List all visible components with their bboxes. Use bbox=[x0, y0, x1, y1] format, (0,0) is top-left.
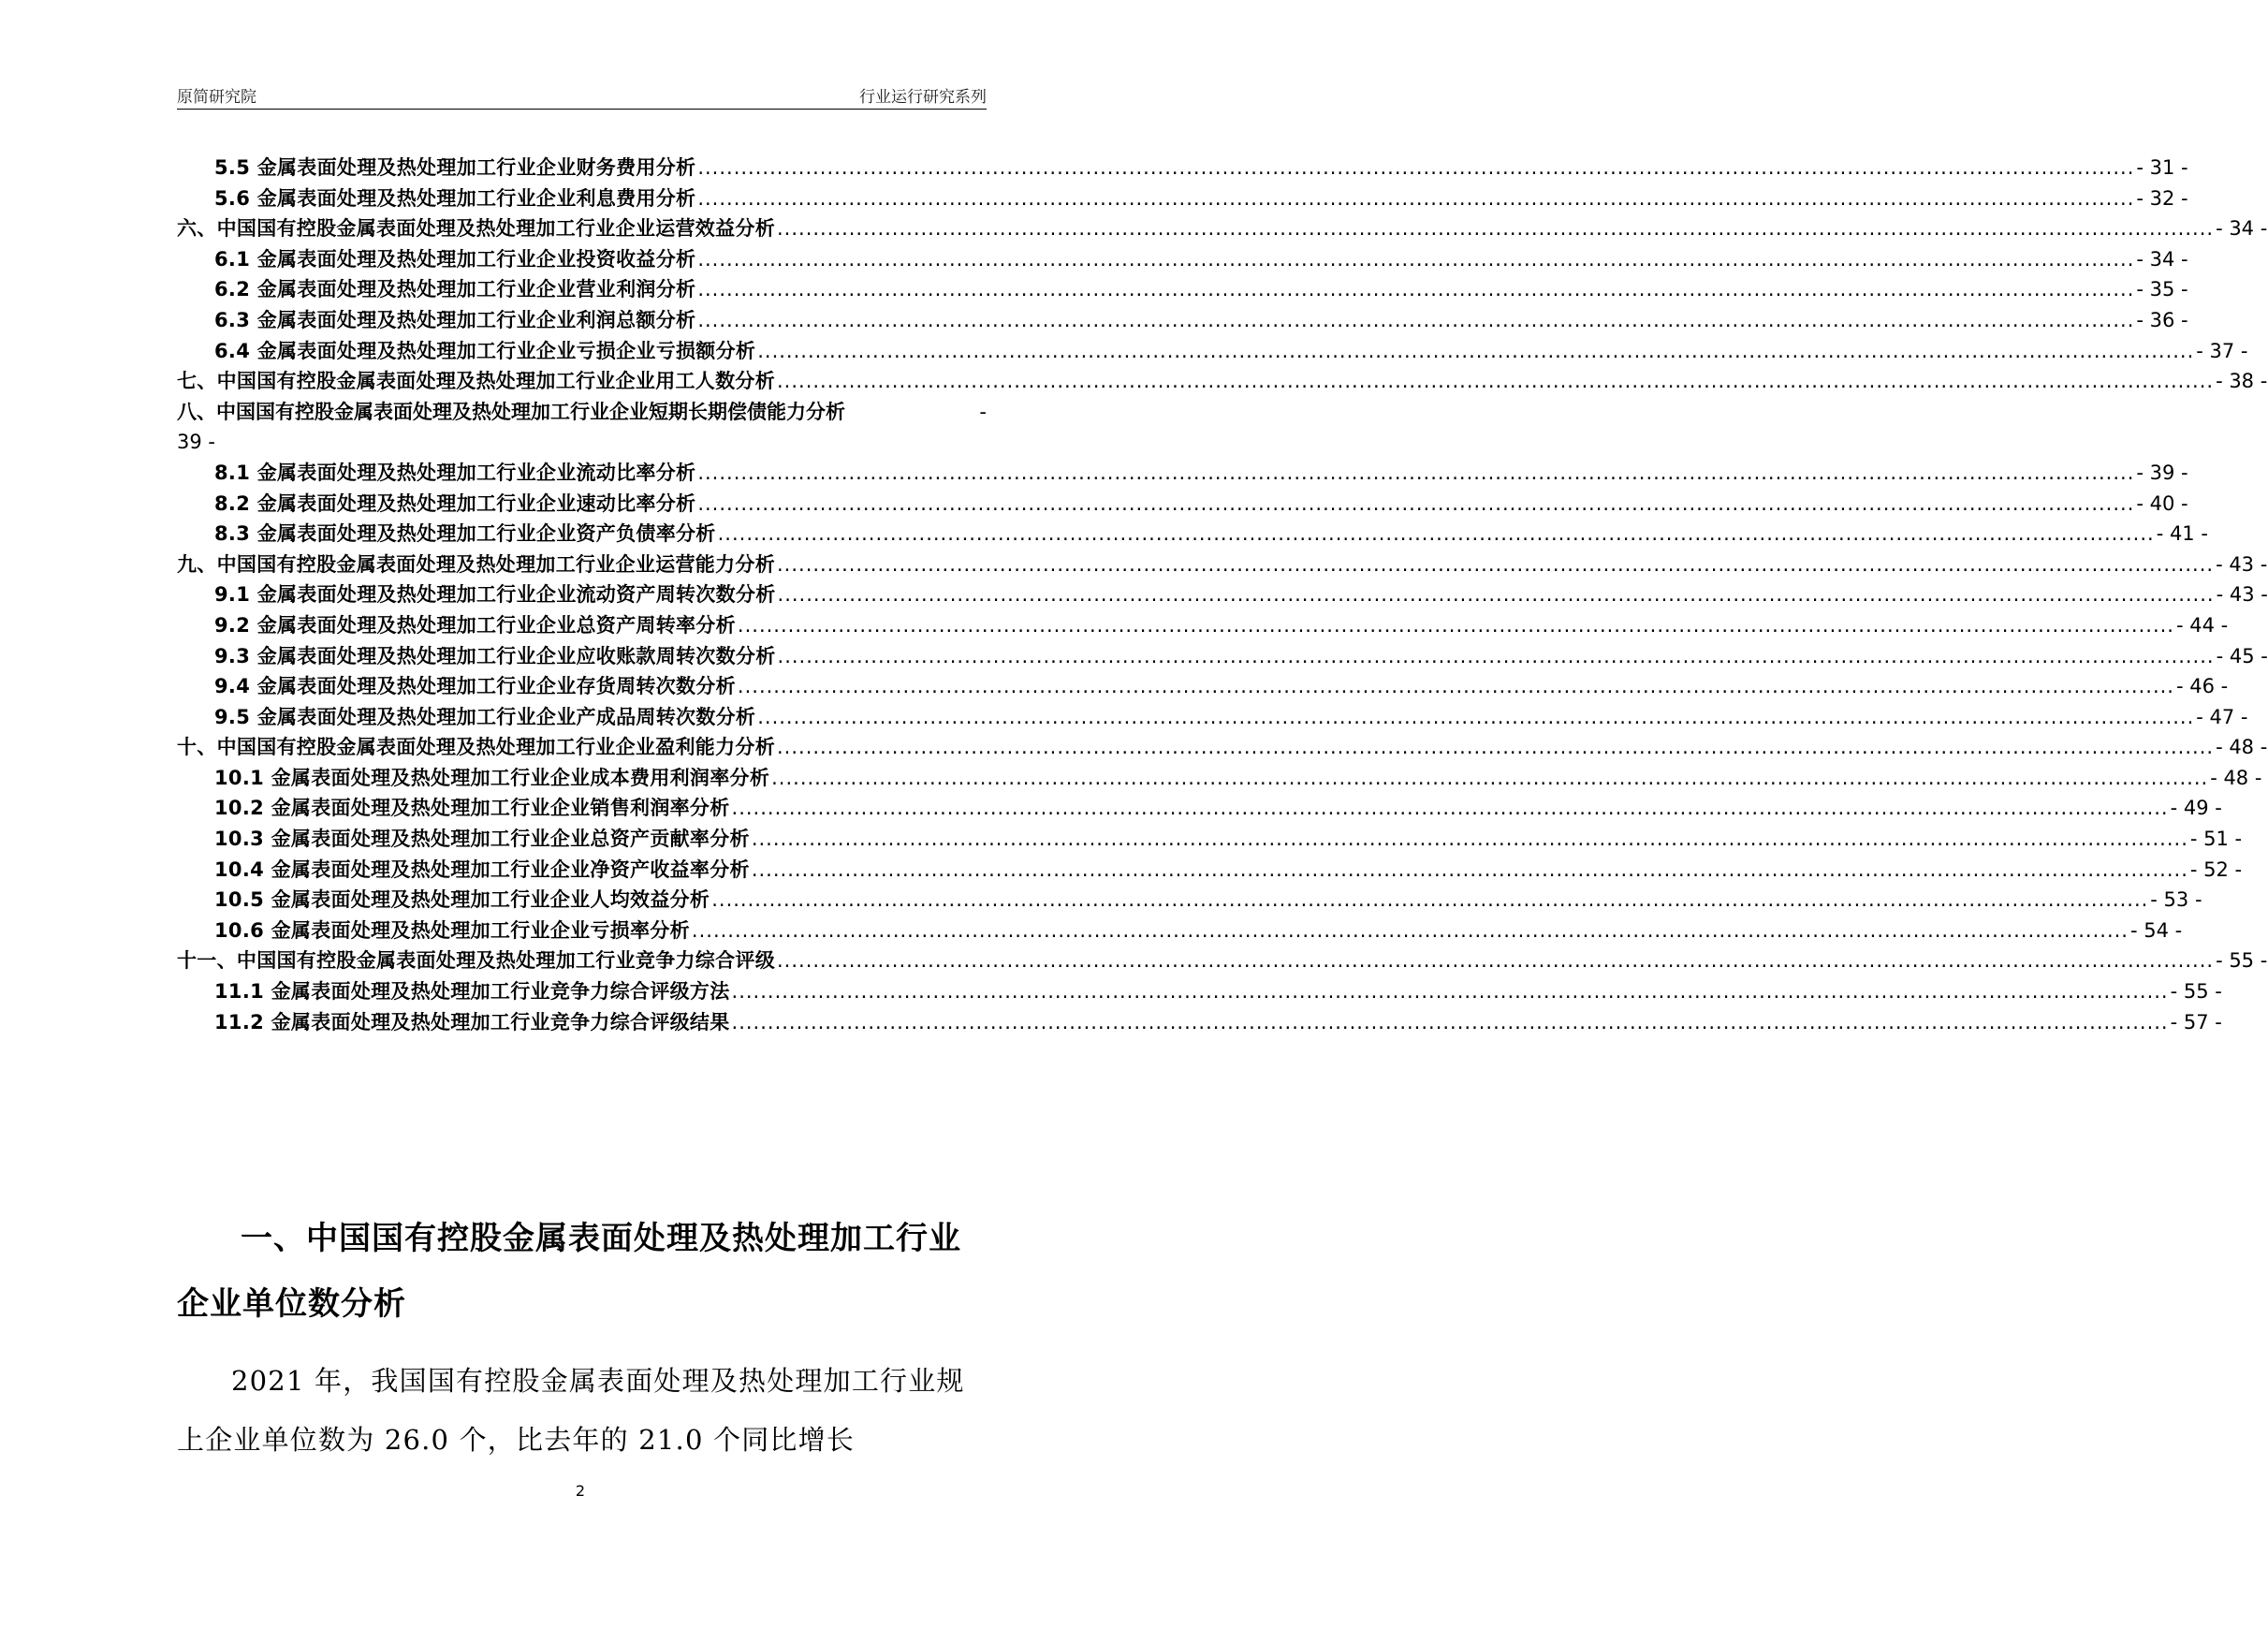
toc-entry-page: - 41 - bbox=[2156, 522, 2208, 546]
toc-entry-title: 9.5 金属表面处理及热处理加工行业企业产成品周转次数分析 bbox=[214, 705, 756, 728]
toc-entry-page: - 39 - bbox=[2136, 461, 2188, 484]
toc-entry[interactable] bbox=[177, 1007, 2222, 1038]
toc-dot-leader: ........................................................................................................................................................................................................ bbox=[777, 370, 2215, 393]
toc-dot-leader: ........................................................................................................................................................................................................ bbox=[697, 186, 2135, 210]
toc-dot-leader: ........................................................................................................................................................................................................ bbox=[737, 613, 2174, 637]
toc-entry-title: 11.1 金属表面处理及热处理加工行业竞争力综合评级方法 bbox=[214, 980, 730, 1004]
toc-entry-title: 11.2 金属表面处理及热处理加工行业竞争力综合评级结果 bbox=[214, 1010, 730, 1034]
toc-dot-leader: ........................................................................................................................................................................................................ bbox=[697, 461, 2135, 484]
toc-entry-title: 6.3 金属表面处理及热处理加工行业企业利润总额分析 bbox=[214, 308, 696, 331]
section-heading: 一、中国国有控股金属表面处理及热处理加工行业企业单位数分析 bbox=[177, 1220, 961, 1323]
toc-entry-page: - 54 - bbox=[2129, 918, 2183, 942]
toc-entry-title: 八、中国国有控股金属表面处理及热处理加工行业企业短期长期偿债能力分析 bbox=[177, 400, 845, 423]
toc-entry[interactable] bbox=[177, 793, 2222, 824]
toc-entry-title: 9.1 金属表面处理及热处理加工行业企业流动资产周转次数分析 bbox=[214, 583, 776, 607]
toc-entry-title: 8.1 金属表面处理及热处理加工行业企业流动比率分析 bbox=[214, 461, 696, 484]
toc-entry-page: - 43 - bbox=[2216, 583, 2268, 607]
toc-entry-title: 9.3 金属表面处理及热处理加工行业企业应收账款周转次数分析 bbox=[214, 644, 776, 667]
header-org-name: 原简研究院 bbox=[177, 88, 256, 107]
page-header bbox=[177, 81, 987, 110]
toc-dot-leader: ........................................................................................................................................................................................................ bbox=[697, 491, 2135, 515]
toc-entry-title: 8.3 金属表面处理及热处理加工行业企业资产负债率分析 bbox=[214, 522, 716, 546]
toc-entry[interactable] bbox=[177, 458, 2188, 489]
toc-entry-title: 七、中国国有控股金属表面处理及热处理加工行业企业用工人数分析 bbox=[177, 370, 775, 393]
toc-entry-title: 6.1 金属表面处理及热处理加工行业企业投资收益分析 bbox=[214, 247, 696, 271]
toc-entry-title: 十、中国国有控股金属表面处理及热处理加工行业企业盈利能力分析 bbox=[177, 736, 775, 759]
toc-entry-page: - 43 - bbox=[2216, 552, 2268, 576]
toc-entry-page: - 47 - bbox=[2196, 705, 2248, 728]
toc-entry-page: - 55 - bbox=[2170, 980, 2222, 1004]
toc-dot-leader: ........................................................................................................................................................................................................ bbox=[751, 828, 2188, 851]
toc-entry-page: - 53 - bbox=[2150, 888, 2202, 912]
toc-entry-title: 6.2 金属表面处理及热处理加工行业企业营业利润分析 bbox=[214, 278, 696, 301]
toc-entry[interactable] bbox=[177, 183, 2188, 214]
toc-entry-title: 10.3 金属表面处理及热处理加工行业企业总资产贡献率分析 bbox=[214, 828, 750, 851]
toc-entry-page: - 46 - bbox=[2175, 675, 2229, 698]
toc-dot-leader: ........................................................................................................................................................................................................ bbox=[697, 308, 2135, 331]
toc-entry-title: 10.2 金属表面处理及热处理加工行业企业销售利润率分析 bbox=[214, 797, 730, 820]
toc-entry[interactable] bbox=[177, 610, 2229, 641]
toc-dot-leader: ........................................................................................................................................................................................................ bbox=[717, 522, 2155, 546]
toc-entry[interactable] bbox=[177, 489, 2188, 520]
toc-entry[interactable] bbox=[177, 885, 2202, 916]
toc-dot-leader: ........................................................................................................................................................................................................ bbox=[777, 949, 2215, 973]
toc-entry-page: - 52 - bbox=[2189, 858, 2243, 881]
toc-dot-leader: ........................................................................................................................................................................................................ bbox=[711, 888, 2149, 912]
toc-entry[interactable] bbox=[177, 305, 2188, 336]
toc-dot-leader: ........................................................................................................................................................................................................ bbox=[737, 675, 2174, 698]
toc-dot-leader: ........................................................................................................................................................................................................ bbox=[731, 1010, 2169, 1034]
toc-dot-leader: ........................................................................................................................................................................................................ bbox=[777, 583, 2215, 607]
toc-dot-leader: ........................................................................................................................................................................................................ bbox=[771, 766, 2209, 789]
toc-entry-page: - 31 - bbox=[2136, 156, 2188, 179]
toc-dot-leader: ........................................................................................................................................................................................................ bbox=[777, 552, 2215, 576]
toc-entry[interactable] bbox=[177, 213, 2268, 244]
toc-entry-page: - 48 - bbox=[2210, 766, 2262, 789]
toc-entry[interactable] bbox=[177, 855, 2243, 886]
toc-entry-page: - 44 - bbox=[2175, 613, 2229, 637]
body-paragraph: 2021 年，我国国有控股金属表面处理及热处理加工行业规上企业单位数为 26.0 个，比去年的 21.0 个同比增长 bbox=[177, 1365, 965, 1456]
toc-entry-title: 5.6 金属表面处理及热处理加工行业企业利息费用分析 bbox=[214, 186, 696, 210]
toc-entry[interactable] bbox=[177, 366, 2268, 397]
toc-entry-page: - 34 - bbox=[2136, 247, 2188, 271]
toc-entry-page: - 55 - bbox=[2216, 949, 2268, 973]
toc-dot-leader: ........................................................................................................................................................................................................ bbox=[777, 736, 2215, 759]
toc-entry-page-prefix: - bbox=[979, 400, 987, 423]
toc-entry[interactable] bbox=[177, 732, 2268, 763]
toc-entry-page: 39 - bbox=[177, 431, 215, 454]
toc-entry-title: 九、中国国有控股金属表面处理及热处理加工行业企业运营能力分析 bbox=[177, 552, 775, 576]
toc-entry-page: - 40 - bbox=[2136, 491, 2188, 515]
toc-entry[interactable] bbox=[177, 763, 2262, 794]
toc-dot-leader: ........................................................................................................................................................................................................ bbox=[757, 705, 2195, 728]
toc-entry[interactable] bbox=[177, 579, 2268, 610]
toc-entry-page: - 57 - bbox=[2170, 1010, 2222, 1034]
toc-entry[interactable] bbox=[177, 153, 2188, 183]
toc-entry-title: 9.2 金属表面处理及热处理加工行业企业总资产周转率分析 bbox=[214, 613, 736, 637]
toc-entry-page: - 45 - bbox=[2216, 644, 2268, 667]
toc-entry-title: 10.1 金属表面处理及热处理加工行业企业成本费用利润率分析 bbox=[214, 766, 770, 789]
toc-entry-title: 10.6 金属表面处理及热处理加工行业企业亏损率分析 bbox=[214, 918, 690, 942]
header-series-name: 行业运行研究系列 bbox=[859, 88, 987, 107]
toc-entry[interactable] bbox=[177, 671, 2229, 702]
toc-entry[interactable] bbox=[177, 702, 2248, 733]
toc-entry-page: - 48 - bbox=[2216, 736, 2268, 759]
toc-dot-leader: ........................................................................................................................................................................................................ bbox=[777, 217, 2215, 241]
toc-entry-title: 5.5 金属表面处理及热处理加工行业企业财务费用分析 bbox=[214, 156, 696, 179]
toc-dot-leader: ........................................................................................................................................................................................................ bbox=[731, 980, 2169, 1004]
toc-entry-page: - 37 - bbox=[2196, 339, 2248, 362]
toc-entry-page: - 34 - bbox=[2216, 217, 2268, 241]
toc-dot-leader: ........................................................................................................................................................................................................ bbox=[691, 918, 2129, 942]
toc-entry-page: - 38 - bbox=[2216, 370, 2268, 393]
toc-entry-title: 10.4 金属表面处理及热处理加工行业企业净资产收益率分析 bbox=[214, 858, 750, 881]
page-number: 2 bbox=[575, 1482, 586, 1500]
toc-entry-title: 9.4 金属表面处理及热处理加工行业企业存货周转次数分析 bbox=[214, 675, 736, 698]
toc-entry-title: 十一、中国国有控股金属表面处理及热处理加工行业竞争力综合评级 bbox=[177, 949, 775, 973]
toc-entry-title: 六、中国国有控股金属表面处理及热处理加工行业企业运营效益分析 bbox=[177, 217, 775, 241]
toc-entry[interactable] bbox=[177, 946, 2268, 976]
toc-entry[interactable] bbox=[177, 336, 2248, 367]
toc-entry-page: - 51 - bbox=[2189, 828, 2243, 851]
toc-entry[interactable] bbox=[177, 519, 2208, 550]
toc-dot-leader: ........................................................................................................................................................................................................ bbox=[697, 156, 2135, 179]
toc-entry[interactable] bbox=[177, 976, 2222, 1007]
toc-dot-leader: ........................................................................................................................................................................................................ bbox=[751, 858, 2188, 881]
table-of-contents bbox=[177, 153, 2268, 1037]
toc-entry[interactable] bbox=[177, 274, 2188, 305]
toc-dot-leader: ........................................................................................................................................................................................................ bbox=[697, 278, 2135, 301]
toc-entry[interactable] bbox=[177, 916, 2183, 946]
toc-entry[interactable] bbox=[177, 550, 2268, 580]
toc-dot-leader: ........................................................................................................................................................................................................ bbox=[777, 644, 2215, 667]
toc-entry[interactable] bbox=[177, 397, 987, 458]
toc-entry[interactable] bbox=[177, 244, 2188, 275]
toc-entry-page: - 32 - bbox=[2136, 186, 2188, 210]
toc-entry-title: 10.5 金属表面处理及热处理加工行业企业人均效益分析 bbox=[214, 888, 710, 912]
toc-dot-leader: ........................................................................................................................................................................................................ bbox=[731, 797, 2169, 820]
toc-entry-title: 6.4 金属表面处理及热处理加工行业企业亏损企业亏损额分析 bbox=[214, 339, 756, 362]
toc-entry[interactable] bbox=[177, 641, 2268, 672]
toc-entry[interactable] bbox=[177, 824, 2243, 855]
toc-entry-page: - 36 - bbox=[2136, 308, 2188, 331]
toc-dot-leader: ........................................................................................................................................................................................................ bbox=[757, 339, 2195, 362]
toc-entry-page: - 49 - bbox=[2170, 797, 2222, 820]
toc-entry-title: 8.2 金属表面处理及热处理加工行业企业速动比率分析 bbox=[214, 491, 696, 515]
toc-entry-page: - 35 - bbox=[2136, 278, 2188, 301]
toc-dot-leader: ........................................................................................................................................................................................................ bbox=[697, 247, 2135, 271]
